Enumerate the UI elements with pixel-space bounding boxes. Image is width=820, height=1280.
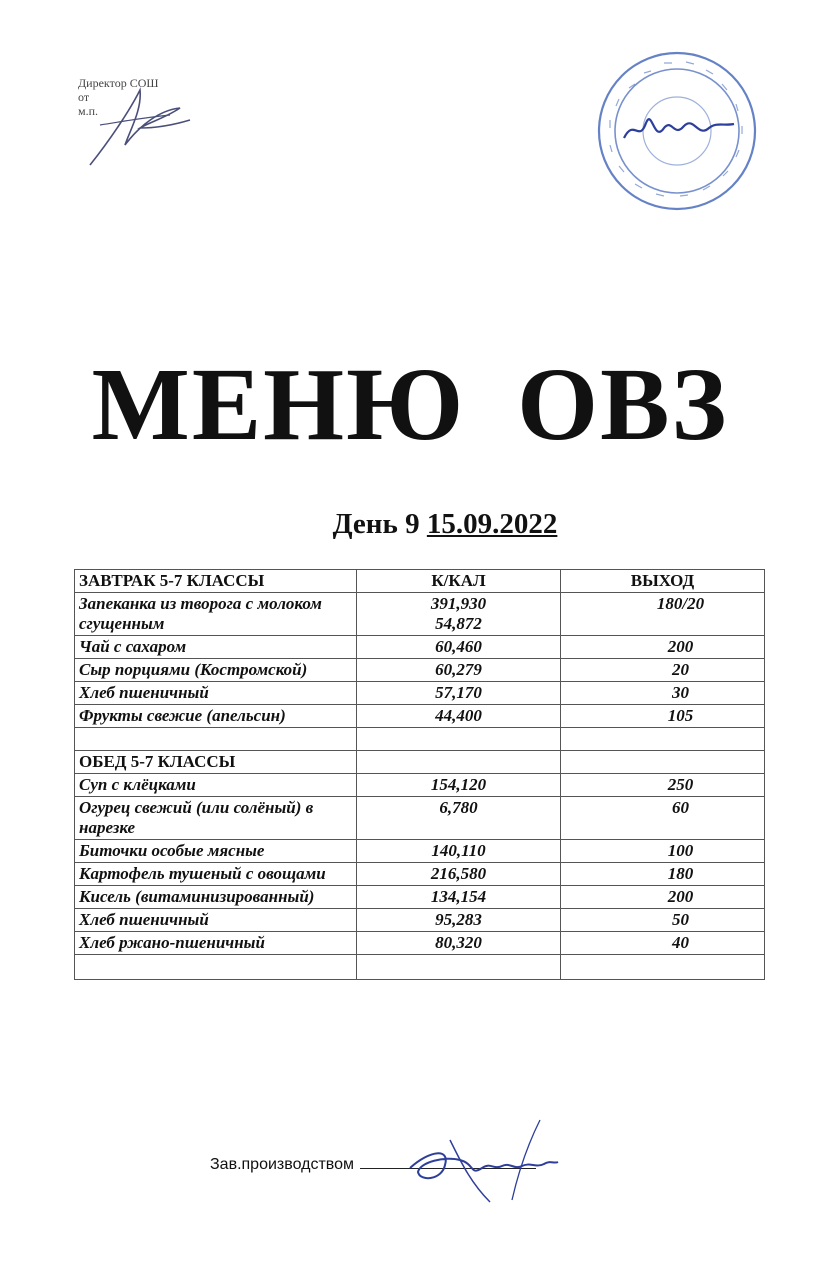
dish-yield: 40 — [561, 932, 765, 955]
dish-yield: 50 — [561, 909, 765, 932]
day-date: 15.09.2022 — [426, 508, 558, 540]
table-row — [75, 863, 765, 886]
dish-name: Запеканка из творога с молоком сгущенным — [75, 593, 357, 636]
dish-yield: 250 — [561, 774, 765, 797]
signoff-label: Зав.производством — [210, 1156, 354, 1173]
dish-yield: 180 — [561, 863, 765, 886]
approval-seal-place: м.п. — [78, 104, 99, 118]
dish-name: Огурец свежий (или солёный) в нарезке — [75, 797, 357, 840]
table-row — [75, 682, 765, 705]
day-label: День 9 — [332, 508, 420, 540]
dish-name: Картофель тушеный с овощами — [75, 863, 357, 886]
dish-kcal: 60,460 — [357, 636, 561, 659]
dish-name: Хлеб ржано-пшеничный — [75, 932, 357, 955]
dish-name: Чай с сахаром — [75, 636, 357, 659]
dish-kcal — [357, 593, 561, 636]
dish-kcal: 80,320 — [357, 932, 561, 955]
dish-name: Кисель (витаминизированный) — [75, 886, 357, 909]
table-row — [75, 774, 765, 797]
dish-name: Биточки особые мясные — [75, 840, 357, 863]
dish-yield: 30 — [561, 682, 765, 705]
school-stamp — [594, 48, 760, 214]
dish-yield: 180/20 — [561, 593, 765, 636]
menu-table — [74, 569, 765, 980]
dish-kcal: 60,279 — [357, 659, 561, 682]
dish-kcal: 95,283 — [357, 909, 561, 932]
day-line — [0, 506, 820, 542]
dish-name: Хлеб пшеничный — [75, 909, 357, 932]
approval-date: от — [78, 90, 90, 104]
dish-kcal: 154,120 — [357, 774, 561, 797]
dish-kcal: 57,170 — [357, 682, 561, 705]
dish-name: Суп с клёцками — [75, 774, 357, 797]
dish-kcal: 216,580 — [357, 863, 561, 886]
table-row — [75, 840, 765, 863]
dish-name: Сыр порциями (Костромской) — [75, 659, 357, 682]
kcal-header: К/КАЛ — [357, 570, 561, 593]
dish-yield: 200 — [561, 636, 765, 659]
yield-header: ВЫХОД — [561, 570, 765, 593]
dish-kcal: 140,110 — [357, 840, 561, 863]
table-header-row — [75, 570, 765, 593]
dish-kcal-value: 391,930 — [430, 594, 487, 613]
manager-signature — [390, 1110, 580, 1210]
approval-director: Директор СОШ — [78, 76, 159, 90]
dish-name: Фрукты свежие (апельсин) — [75, 705, 357, 728]
page-title: МЕНЮ ОВЗ — [91, 347, 729, 462]
lunch-header-row — [75, 751, 765, 774]
table-row — [75, 593, 765, 636]
dish-kcal: 44,400 — [357, 705, 561, 728]
table-spacer-row — [75, 955, 765, 980]
dish-kcal: 134,154 — [357, 886, 561, 909]
table-row — [75, 636, 765, 659]
director-signature — [70, 70, 200, 180]
dish-yield: 200 — [561, 886, 765, 909]
table-row — [75, 797, 765, 840]
breakfast-header: ЗАВТРАК 5-7 КЛАССЫ — [75, 570, 357, 593]
dish-yield: 20 — [561, 659, 765, 682]
table-row — [75, 932, 765, 955]
dish-kcal: 6,780 — [357, 797, 561, 840]
dish-yield: 60 — [561, 797, 765, 840]
dish-yield: 100 — [561, 840, 765, 863]
table-row — [75, 909, 765, 932]
table-row — [75, 886, 765, 909]
dish-yield: 105 — [561, 705, 765, 728]
table-row — [75, 705, 765, 728]
lunch-header: ОБЕД 5-7 КЛАССЫ — [75, 751, 357, 774]
dish-name: Хлеб пшеничный — [75, 682, 357, 705]
table-spacer-row — [75, 728, 765, 751]
dish-kcal-value-2: 54,872 — [435, 614, 482, 633]
table-row — [75, 659, 765, 682]
